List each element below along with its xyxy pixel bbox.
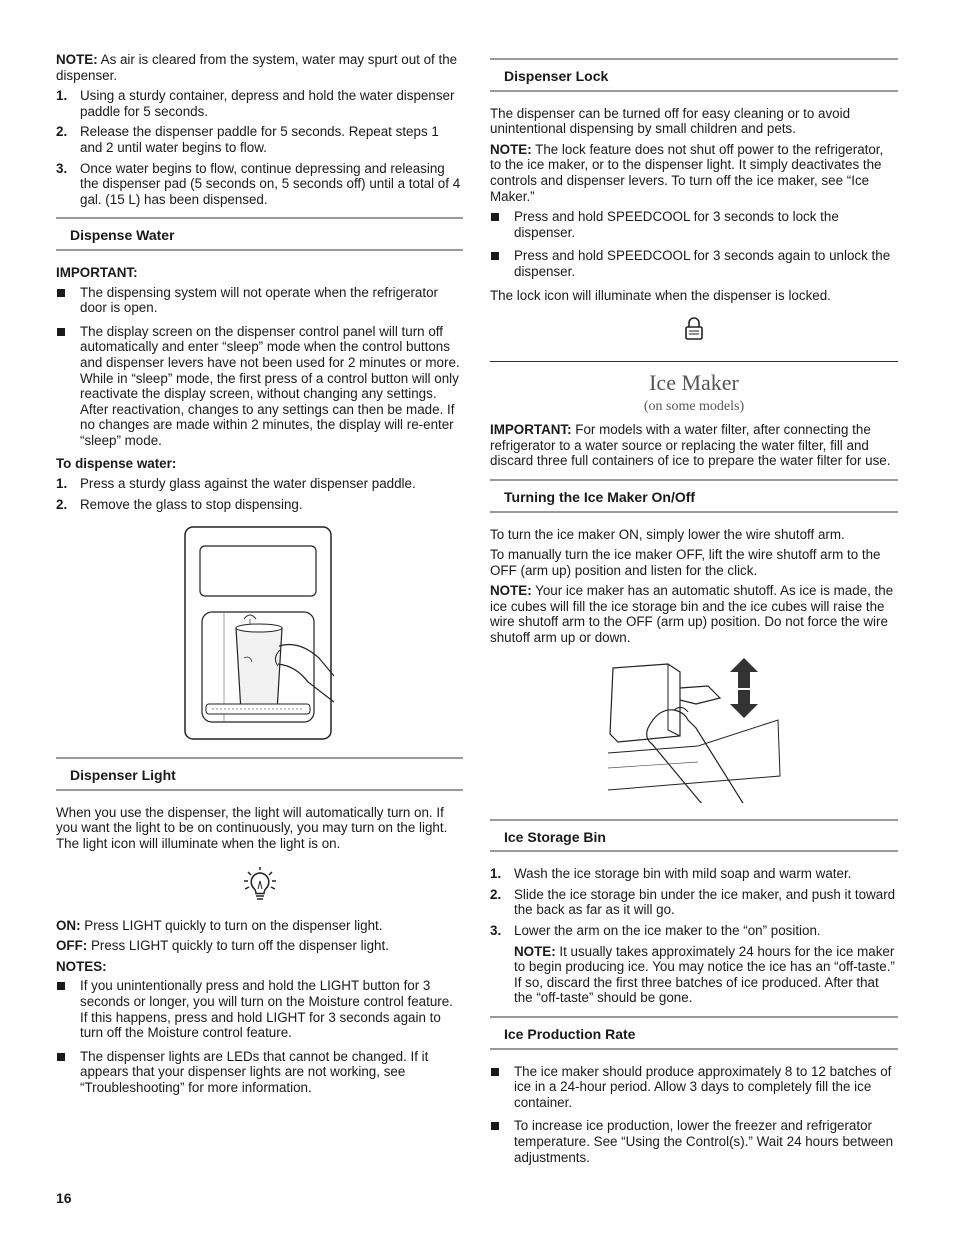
ice-maker-arm-illustration-icon bbox=[608, 658, 788, 803]
list-item: The dispensing system will not operate when the refrigerator door is open. bbox=[56, 285, 463, 316]
section-heading-dispenser-light: Dispenser Light bbox=[56, 757, 463, 791]
to-dispense-label: To dispense water: bbox=[56, 456, 177, 472]
dispenser-light-bullets bbox=[56, 978, 463, 1095]
turning-off-text: To manually turn the ice maker OFF, lift the wire shutoff arm to the OFF (arm up) position and listen for the click. bbox=[490, 547, 881, 578]
ice-maker-title-block bbox=[490, 361, 898, 414]
turning-note: NOTE: Your ice maker has an automatic shutoff. As ice is made, the ice cubes will fill the ice storage bin and the ice cubes will raise the wire shutoff arm to the OFF (arm up) position. Do not force the wire shutoff arm up or down. bbox=[490, 583, 894, 646]
intro-steps bbox=[56, 88, 463, 207]
lock-icon bbox=[684, 317, 704, 341]
bullet-square-icon bbox=[491, 213, 499, 221]
notes-label: NOTES: bbox=[56, 958, 107, 974]
ice-maker-illustration bbox=[608, 658, 788, 803]
ice-storage-note: NOTE: It usually takes approximately 24 hours for the ice maker to begin producing ice. You may notice the ice has an “off-taste.” If so, discard the first three batches of ice produced. After that the “off-taste” should be gone. bbox=[514, 943, 895, 1006]
dispense-water-bullets bbox=[56, 285, 463, 449]
dispenser-lock-bullets bbox=[490, 209, 898, 279]
section-heading-dispense-water: Dispense Water bbox=[56, 217, 463, 251]
bullet-square-icon bbox=[57, 328, 65, 336]
light-off-text: OFF: Press LIGHT quickly to turn off the dispenser light. bbox=[56, 938, 389, 954]
bullet-square-icon bbox=[491, 1068, 499, 1076]
list-item: 1. Press a sturdy glass against the water dispenser paddle. bbox=[56, 476, 416, 492]
list-item: 1. Using a sturdy container, depress and hold the water dispenser paddle for 5 seconds. bbox=[56, 88, 455, 119]
list-item: 3. Lower the arm on the ice maker to the “on” position. bbox=[490, 923, 821, 939]
light-bulb-icon bbox=[240, 867, 280, 903]
left-column bbox=[56, 52, 463, 1104]
list-item: 1. Wash the ice storage bin with mild soap and warm water. bbox=[490, 866, 852, 882]
list-item: The dispenser lights are LEDs that cannot be changed. If it appears that your dispenser lights are not working, see “Troubleshooting” for more information. bbox=[56, 1049, 463, 1096]
section-heading-dispenser-lock: Dispenser Lock bbox=[490, 58, 898, 92]
list-item: 2. Release the dispenser paddle for 5 seconds. Repeat steps 1 and 2 until water begins to flow. bbox=[56, 124, 439, 155]
bullet-square-icon bbox=[57, 982, 65, 990]
list-item: Press and hold SPEEDCOOL for 3 seconds to lock the dispenser. bbox=[490, 209, 898, 240]
list-item: 2. Remove the glass to stop dispensing. bbox=[56, 496, 303, 512]
section-heading-turning-on-off: Turning the Ice Maker On/Off bbox=[490, 479, 898, 513]
list-item: Press and hold SPEEDCOOL for 3 seconds again to unlock the dispenser. bbox=[490, 248, 898, 279]
dispense-steps bbox=[56, 476, 463, 512]
intro-note: NOTE: As air is cleared from the system, water may spurt out of the dispenser. bbox=[56, 52, 458, 83]
dispenser-lock-note: NOTE: The lock feature does not shut off power to the refrigerator, to the ice maker, or to the dispenser light. It simply deactivates the controls and dispenser levers. To turn off the ice maker, see “Ice Maker.” bbox=[490, 141, 884, 204]
bullet-square-icon bbox=[491, 1122, 499, 1130]
list-item: The display screen on the dispenser control panel will turn off automatically and enter “sleep” mode when the control buttons and dispenser levers have not been used for 2 minutes or more. While in “sleep” mode, the first press of a control button will only reactivate the display screen, without changing any settings. After reactivation, changes to any settings can then be made. If no changes are made within 2 minutes, the display will re-enter “sleep” mode. bbox=[56, 324, 463, 449]
bullet-square-icon bbox=[57, 289, 65, 297]
list-item: If you unintentionally press and hold the LIGHT button for 3 seconds or longer, you will turn on the Moisture control feature. If this happens, press and hold LIGHT for 3 seconds again to turn off the Moisture control feature. bbox=[56, 978, 463, 1040]
dispenser-illustration bbox=[184, 526, 334, 741]
bullet-square-icon bbox=[57, 1053, 65, 1061]
section-heading-ice-storage-bin: Ice Storage Bin bbox=[490, 819, 898, 853]
dispenser-lock-intro: The dispenser can be turned off for easy cleaning or to avoid unintentional dispensing by small children and pets. bbox=[490, 105, 851, 137]
list-item: To increase ice production, lower the freezer and refrigerator temperature. See “Using the Control(s).” Wait 24 hours between adjustments. bbox=[490, 1118, 898, 1165]
bullet-square-icon bbox=[491, 252, 499, 260]
section-heading-ice-production-rate: Ice Production Rate bbox=[490, 1016, 898, 1050]
ice-maker-important: IMPORTANT: For models with a water filter, after connecting the refrigerator to a water source or replacing the water filter, fill and discard three full containers of ice to prepare the water filter for use. bbox=[490, 422, 891, 469]
ice-storage-steps bbox=[490, 866, 898, 938]
light-on-text: ON: Press LIGHT quickly to turn on the dispenser light. bbox=[56, 917, 383, 933]
dispenser-glass-illustration-icon bbox=[184, 526, 334, 741]
page-number: 16 bbox=[56, 1190, 72, 1206]
ice-maker-subtitle: (on some models) bbox=[643, 399, 745, 415]
important-label: IMPORTANT: bbox=[56, 264, 138, 280]
dispenser-lock-footer: The lock icon will illuminate when the dispenser is locked. bbox=[490, 287, 831, 303]
ice-maker-title: Ice Maker bbox=[649, 370, 739, 396]
turning-on-text: To turn the ice maker ON, simply lower the wire shutoff arm. bbox=[490, 526, 845, 542]
list-item: 2. Slide the ice storage bin under the ice maker, and push it toward the back as far as it will go. bbox=[490, 886, 896, 918]
ice-production-bullets bbox=[490, 1064, 898, 1166]
right-column bbox=[490, 52, 898, 1173]
list-item: 3. Once water begins to flow, continue depressing and releasing the dispenser pad (5 seconds on, 5 seconds off) until a total of 4 gal. (15 L) has been dispensed. bbox=[56, 160, 461, 207]
list-item: The ice maker should produce approximately 8 to 12 batches of ice in a 24-hour period. Allow 3 days to completely fill the ice container. bbox=[490, 1064, 898, 1111]
dispenser-light-intro: When you use the dispenser, the light will automatically turn on. If you want the light to be on continuously, you may turn on the light. The light icon will illuminate when the light is on. bbox=[56, 804, 448, 852]
